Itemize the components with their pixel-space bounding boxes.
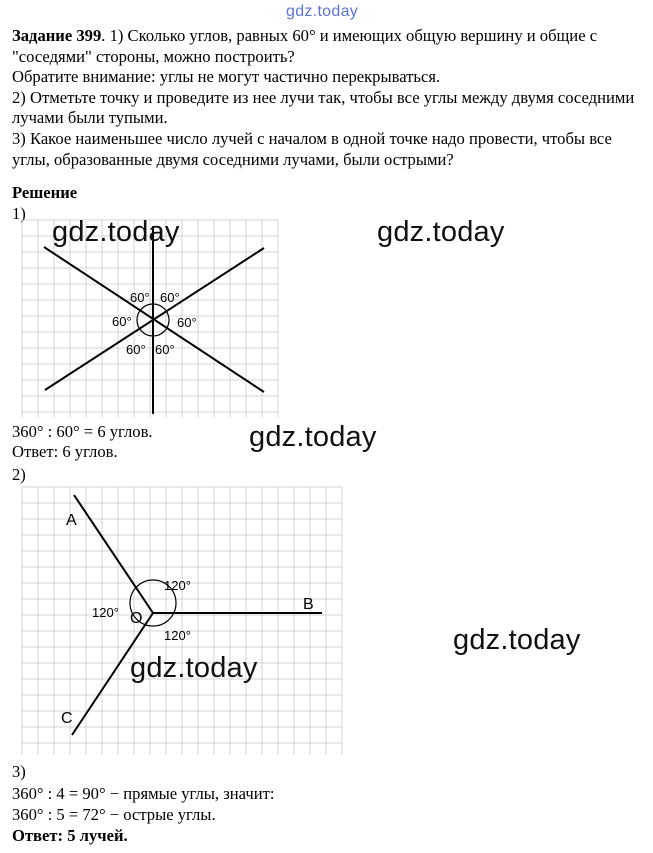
watermark: gdz.today: [377, 216, 505, 248]
watermark: gdz.today: [249, 421, 377, 453]
angle-label: 60°: [130, 290, 150, 305]
angle-label: 120°: [164, 578, 191, 593]
grid: [22, 220, 278, 418]
task-statement: [12, 26, 646, 170]
angle-label: 60°: [177, 315, 197, 330]
part3-calc-1: 360° : 4 = 90° − прямые углы, значит:: [12, 784, 275, 803]
angle-label: 120°: [164, 628, 191, 643]
angle-label: 60°: [112, 314, 132, 329]
part1-answer: Ответ: 6 углов.: [12, 442, 118, 461]
task-question-3: 3) Какое наименьшее число лучей с началом в одной точке надо провести, чтобы все углы, образованные двумя соседними лучами, были острыми?: [12, 128, 612, 169]
figure-three-obtuse-angles: [22, 487, 344, 757]
angle-label: 60°: [155, 342, 175, 357]
task-question-2: 2) Отметьте точку и проведите из нее лучи так, чтобы все углы между двумя соседними лучами были тупыми.: [12, 87, 635, 128]
angle-label: 120°: [92, 605, 119, 620]
part3-answer: Ответ: 5 лучей.: [12, 826, 128, 845]
figure-six-angles: [22, 220, 280, 420]
watermark-top: gdz.today: [286, 3, 359, 20]
watermark: gdz.today: [453, 624, 581, 656]
part1-calc: 360° : 60° = 6 углов.: [12, 422, 153, 441]
angle-label: 60°: [126, 342, 146, 357]
point-label-C: C: [61, 710, 73, 727]
point-label-O: O: [130, 610, 143, 627]
part2-label: 2): [12, 465, 26, 484]
part3-calc-2: 360° : 5 = 72° − острые углы.: [12, 805, 216, 824]
rays: [44, 226, 264, 414]
point-label-A: A: [66, 512, 77, 529]
point-label-B: B: [303, 596, 314, 613]
angle-label: 60°: [160, 290, 180, 305]
task-question-1: . 1) Сколько углов, равных 60° и имеющих общую вершину и общие с "соседями" стороны, можно построить?: [12, 26, 598, 66]
part1-label: 1): [12, 204, 26, 223]
watermark: gdz.today: [52, 216, 180, 248]
solution-heading: Решение: [12, 183, 78, 202]
task-number: Задание 399: [12, 26, 102, 45]
part3-label: 3): [12, 762, 26, 781]
watermark: gdz.today: [130, 652, 258, 684]
task-note: Обратите внимание: углы не могут частично перекрываться.: [12, 67, 441, 87]
